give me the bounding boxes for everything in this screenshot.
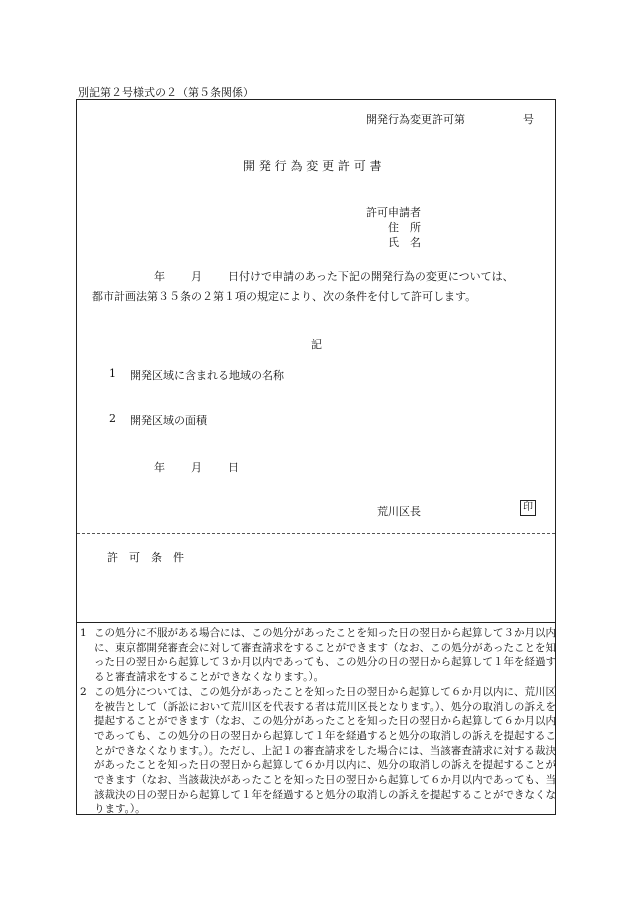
permit-conditions-label: 許 可 条 件 (107, 551, 184, 564)
item-1-number: 1 (109, 367, 116, 380)
note-1-number: 1 (80, 627, 87, 639)
permit-number-suffix: 号 (523, 113, 534, 126)
applicant-name-label: 氏 名 (388, 236, 421, 249)
applicant-heading: 許可申請者 (366, 206, 421, 219)
issuer-name: 荒川区長 (377, 505, 421, 518)
applicant-address-label: 住 所 (388, 221, 421, 234)
note-2-number: 2 (80, 685, 87, 698)
date-year: 年 (154, 461, 165, 474)
date-day: 日 (228, 461, 239, 474)
document-title: 開 発 行 為 変 更 許 可 書 (243, 159, 382, 173)
dashed-divider (77, 533, 555, 534)
seal-mark: 印 (520, 500, 536, 516)
note-2-text: この処分については、この処分があったことを知った日の翌日から起算して６か月以内に、荒川区を被告として（訴訟において荒川区を代表する者は荒川区長となります。）、処分の取消しの訴えを提起することができます（なお、この処分があったことを知った日の翌日から起算して６か月以内であっても、この処分の日の翌日から起算して１年を経過すると処分の取消しの訴えを提起することができなくなります。）。ただし、上記１の審査請求をした場合には、当該審査請求に対する裁決があったことを知った日の翌日から起算して６か月以内に、処分の取消しの訴えを提起することができます（なお、当該裁決があったことを知った日の翌日から起算して６か月以内であっても、当該裁決の日の翌日から起算して１年を経過すると処分の取消しの訴えを提起することができなくなります。）。 (94, 685, 556, 816)
note-1-text: この処分に不服がある場合には、この処分があったことを知った日の翌日から起算して３か月以内に、東京都開発審査会に対して審査請求をすることができます（なお、この処分があったことを知った日の翌日から起算して３か月以内であっても、この処分の日の翌日から起算して１年を経過すると審査請求をすることができなくなります。）。 (94, 627, 556, 684)
intro-day-text: 日付けで申請のあった下記の開発行為の変更については、 (228, 270, 514, 283)
notes-section (80, 626, 556, 817)
intro-month: 月 (191, 270, 202, 283)
ki-label: 記 (311, 338, 322, 351)
item-1-label: 開発区域に含まれる地域の名称 (130, 369, 284, 382)
note-2 (80, 685, 556, 817)
form-title: 別記第２号様式の２（第５条関係） (78, 86, 254, 99)
note-1 (80, 626, 556, 685)
intro-year: 年 (154, 270, 165, 283)
permit-form-frame (76, 99, 556, 815)
date-month: 月 (191, 461, 202, 474)
permit-number-label: 開発行為変更許可第 (366, 113, 465, 126)
item-2-number: 2 (109, 412, 116, 425)
notes-divider (77, 622, 555, 623)
item-2-label: 開発区域の面積 (130, 414, 207, 427)
intro-line2: 都市計画法第３５条の２第１項の規定により、次の条件を付して許可します。 (92, 290, 477, 303)
